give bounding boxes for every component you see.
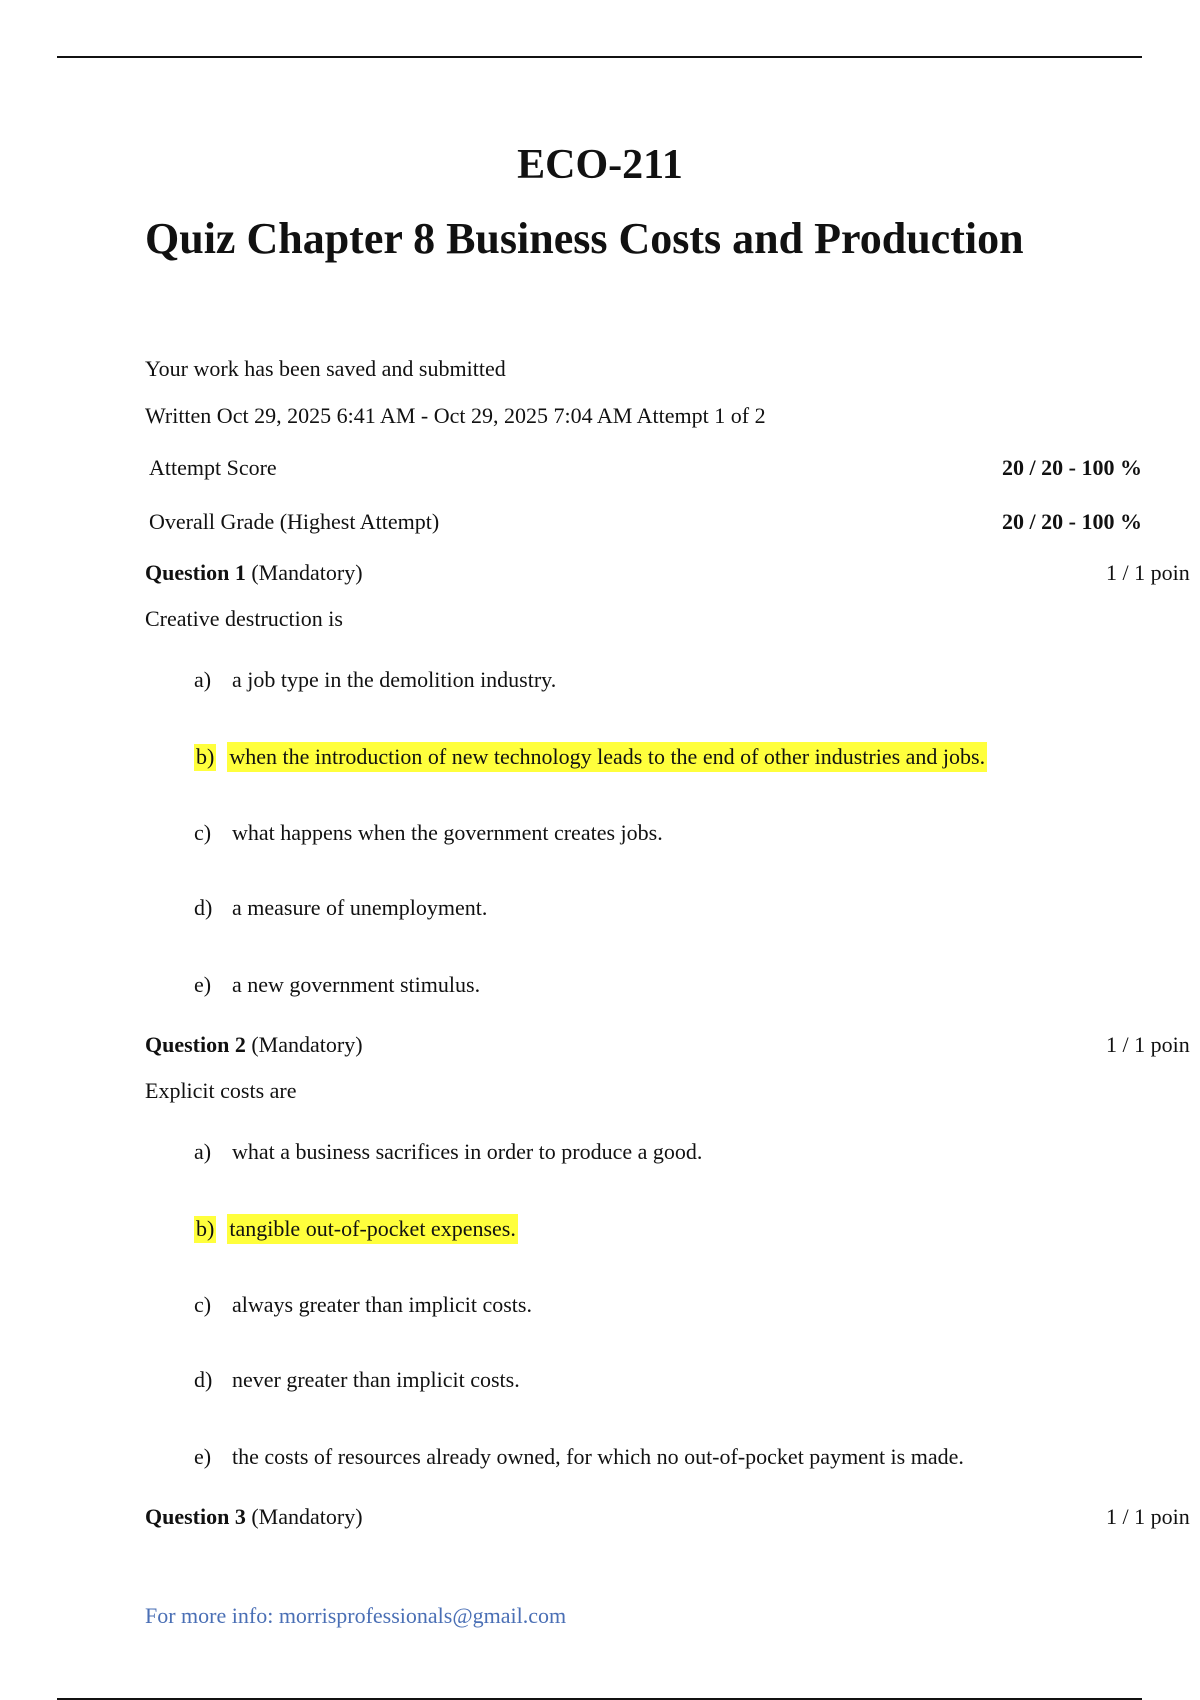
top-rule [57,56,1142,58]
answer-option [194,974,480,996]
question-number: Question 3 [145,1504,246,1529]
answer-option [194,1294,532,1316]
question-prompt: Creative destruction is [145,606,343,631]
option-letter: a) [194,1139,212,1164]
question-number: Question 1 [145,560,246,585]
option-text: a measure of unemployment. [232,895,488,920]
question-points: 1 / 1 poin [1106,560,1190,585]
answer-option [194,897,487,919]
question-header [145,1034,363,1056]
question-prompt: Explicit costs are [145,1078,297,1103]
answer-option [194,1369,520,1391]
answer-option [194,822,663,844]
question-qualifier: (Mandatory) [251,1504,363,1529]
course-code: ECO-211 [517,142,683,188]
option-letter: e) [194,972,212,997]
score-value: 20 / 20 - 100 % [1002,455,1142,480]
score-label: Attempt Score [149,455,277,480]
score-value: 20 / 20 - 100 % [1002,509,1142,534]
quiz-title: Quiz Chapter 8 Business Costs and Production [145,214,1024,263]
submission-written: Written Oct 29, 2025 6:41 AM - Oct 29, 2025 7:04 AM Attempt 1 of 2 [145,403,766,428]
score-label: Overall Grade (Highest Attempt) [149,509,440,534]
option-text: a job type in the demolition industry. [232,667,557,692]
question-header [145,562,363,584]
option-letter: b) [196,744,215,769]
question-qualifier: (Mandatory) [251,1032,363,1057]
option-text: always greater than implicit costs. [232,1292,532,1317]
answer-option-highlighted [194,744,987,771]
option-letter: c) [194,820,212,845]
option-text: what a business sacrifices in order to produce a good. [232,1139,703,1164]
option-text: never greater than implicit costs. [232,1367,520,1392]
option-letter: c) [194,1292,212,1317]
question-number: Question 2 [145,1032,246,1057]
question-qualifier: (Mandatory) [251,560,363,585]
option-text: a new government stimulus. [232,972,481,997]
answer-option-highlighted [194,1216,518,1243]
question-points: 1 / 1 poin [1106,1032,1190,1057]
answer-option [194,669,556,691]
option-letter: d) [194,895,213,920]
option-text: the costs of resources already owned, for which no out-of-pocket payment is made. [232,1444,964,1469]
option-letter: e) [194,1444,212,1469]
submission-status: Your work has been saved and submitted [145,356,506,381]
option-letter: d) [194,1367,213,1392]
answer-option [194,1446,964,1468]
option-text: what happens when the government creates jobs. [232,820,663,845]
option-text: when the introduction of new technology leads to the end of other industries and jobs. [227,742,987,772]
answer-option [194,1141,702,1163]
question-header [145,1506,363,1528]
question-points: 1 / 1 poin [1106,1504,1190,1529]
option-letter: b) [196,1216,215,1241]
option-text: tangible out-of-pocket expenses. [227,1214,518,1244]
option-letter: a) [194,667,212,692]
contact-email-link[interactable]: For more info: morrisprofessionals@gmail.com [145,1603,567,1628]
